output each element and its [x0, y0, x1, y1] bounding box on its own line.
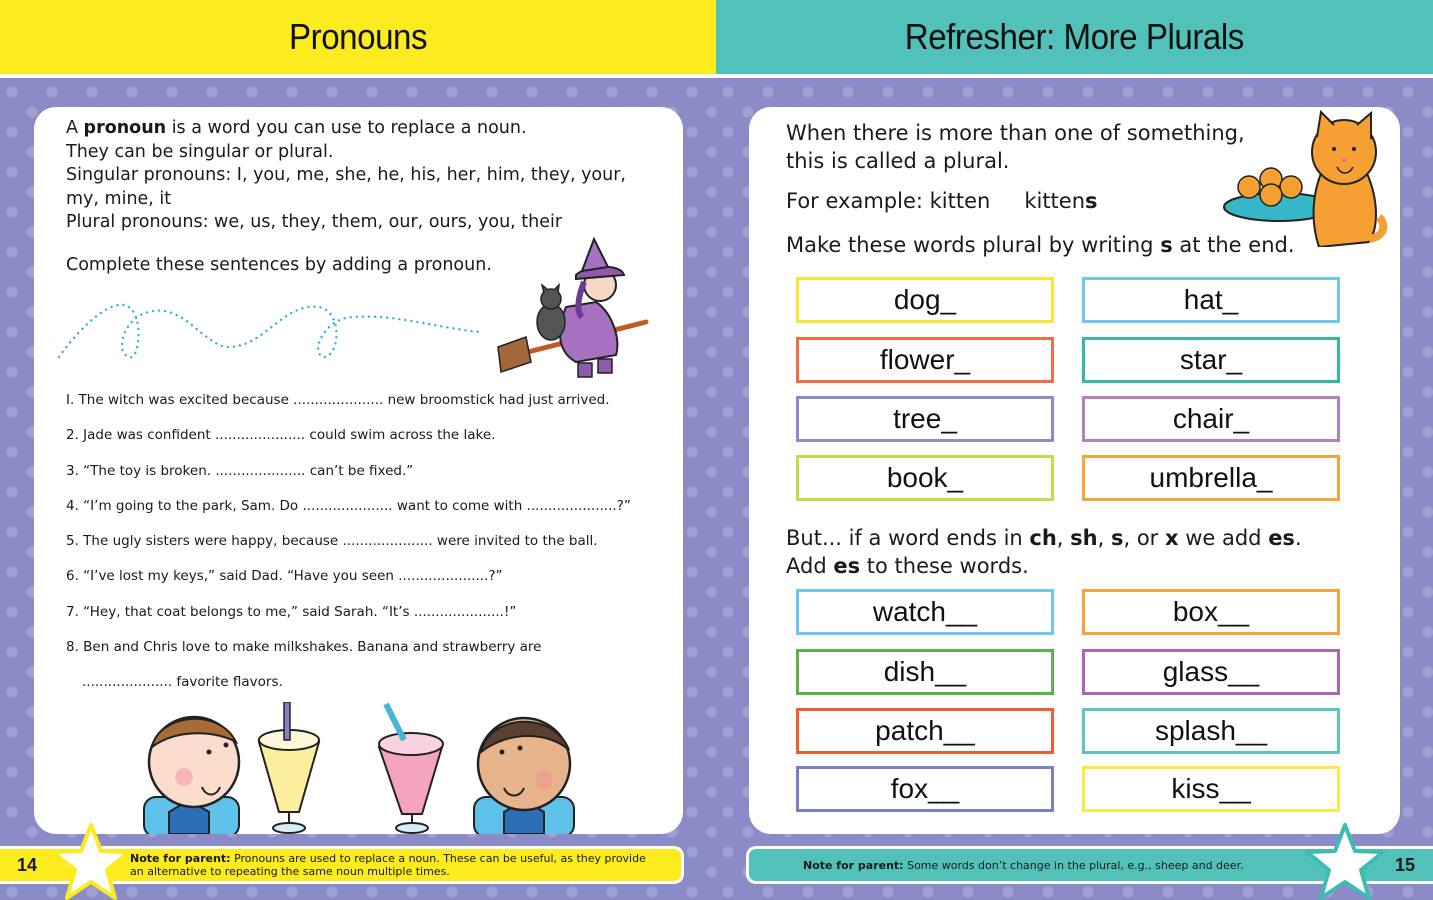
singular-pronouns-list: Singular pronouns: I, you, me, she, he, his, her, him, they, your, my, mine, it [66, 165, 626, 209]
example-singular: For example: kitten [786, 189, 991, 213]
bold-term: pronoun [83, 118, 167, 138]
plural-es-box-glass[interactable]: glass__ [1082, 649, 1340, 695]
sentence-7[interactable]: 7. “Hey, that coat belongs to me,” said Sarah. “It’s .....................!” [66, 603, 517, 620]
note-text: Some words don’t change in the plural, e.g., sheep and deer. [903, 858, 1244, 872]
bold-term: es [833, 554, 861, 578]
sentence-8[interactable]: 8. Ben and Chris love to make milkshakes. Banana and strawberry are [66, 639, 542, 656]
text: is a word you can use to replace a noun. [166, 118, 527, 138]
bold-term: ch [1029, 526, 1057, 550]
plural-s-box-star[interactable]: star_ [1082, 337, 1340, 383]
bold-term: x [1164, 526, 1179, 550]
page-title: Refresher: More Plurals [904, 16, 1245, 57]
plural-pronouns-list: Plural pronouns: we, us, they, them, our, ours, you, their [66, 212, 563, 232]
plural-es-box-box[interactable]: box__ [1082, 589, 1340, 635]
text: to these words. [860, 554, 1029, 578]
page-number: 14 [17, 854, 38, 875]
bold-term: s [1160, 233, 1173, 257]
text: at the end. [1172, 233, 1295, 257]
plural-s-box-hat[interactable]: hat_ [1082, 277, 1340, 323]
text: . [1294, 526, 1302, 550]
sentence-2[interactable]: 2. Jade was confident ..................... could swim across the lake. [66, 427, 496, 444]
plural-es-box-patch[interactable]: patch__ [796, 708, 1054, 754]
sentence-1[interactable]: I. The witch was excited because ..................... new broomstick had just arrived. [66, 392, 610, 408]
fill-in-sentences [66, 392, 666, 710]
sentence-4[interactable]: 4. “I’m going to the park, Sam. Do ..................... want to come with .....................?” [66, 497, 631, 514]
boys-with-milkshakes-icon [124, 702, 604, 834]
plural-definition [786, 119, 1245, 175]
sentence-8-continued[interactable]: ..................... favorite flavors. [82, 674, 283, 691]
plural-s-box-tree[interactable]: tree_ [796, 396, 1054, 442]
page-number: 15 [1394, 854, 1415, 875]
content-panel [749, 107, 1400, 834]
text: They can be singular or plural. [66, 141, 334, 162]
witch-flight-trail-icon [54, 292, 494, 362]
example-plural-stem: kitten [1024, 189, 1086, 213]
text: , or [1123, 526, 1165, 550]
page-pronouns [0, 0, 716, 900]
witch-on-broomstick-icon [496, 237, 656, 387]
plural-s-box-dog[interactable]: dog_ [796, 277, 1054, 323]
parent-note [803, 859, 1244, 872]
pronoun-definition [66, 117, 646, 235]
page-banner [0, 0, 716, 78]
note-label: Note for parent: [803, 858, 904, 872]
plural-s-box-umbrella[interactable]: umbrella_ [1082, 455, 1340, 501]
text: Make these words plural by writing [786, 233, 1161, 257]
text: , [1056, 526, 1071, 550]
plural-example [786, 187, 1098, 215]
bold-term: sh [1070, 526, 1098, 550]
text: A [66, 118, 84, 138]
text: we add [1178, 526, 1269, 550]
plural-es-box-fox[interactable]: fox__ [796, 766, 1054, 812]
note-text: Pronouns are used to replace a noun. These can be useful, as they provide an alternative to repeating the same noun multiple times. [130, 852, 646, 878]
cat-and-kittens-icon [1219, 107, 1389, 247]
es-rule [786, 524, 1302, 580]
page-title: Pronouns [288, 16, 428, 57]
page-banner [716, 0, 1433, 78]
sentence-3[interactable]: 3. “The toy is broken. ..................... can’t be fixed.” [66, 462, 414, 479]
text: Add [786, 554, 834, 578]
star-icon [1304, 822, 1386, 900]
page-more-plurals [716, 0, 1433, 900]
text: But... if a word ends in [786, 526, 1030, 550]
plural-es-box-splash[interactable]: splash__ [1082, 708, 1340, 754]
plural-es-box-dish[interactable]: dish__ [796, 649, 1054, 695]
content-panel [34, 107, 683, 834]
bold-term: es [1268, 526, 1295, 550]
text: this is called a plural. [786, 149, 1010, 173]
sentence-6[interactable]: 6. “I’ve lost my keys,” said Dad. “Have you seen .....................?” [66, 568, 503, 585]
star-icon [50, 822, 132, 900]
sentence-5[interactable]: 5. The ugly sisters were happy, because ..................... were invited to the ball. [66, 533, 598, 550]
exercise-instruction: Complete these sentences by adding a pronoun. [66, 255, 492, 275]
bold-term: s [1110, 526, 1124, 550]
plural-s-box-flower[interactable]: flower_ [796, 337, 1054, 383]
plural-es-box-watch[interactable]: watch__ [796, 589, 1054, 635]
plural-es-box-kiss[interactable]: kiss__ [1082, 766, 1340, 812]
text: When there is more than one of something, [786, 121, 1245, 145]
parent-note [130, 852, 660, 878]
text: , [1097, 526, 1111, 550]
plural-s-box-book[interactable]: book_ [796, 455, 1054, 501]
note-label: Note for parent: [130, 852, 231, 865]
example-plural-suffix: s [1085, 189, 1098, 213]
plural-s-box-chair[interactable]: chair_ [1082, 396, 1340, 442]
